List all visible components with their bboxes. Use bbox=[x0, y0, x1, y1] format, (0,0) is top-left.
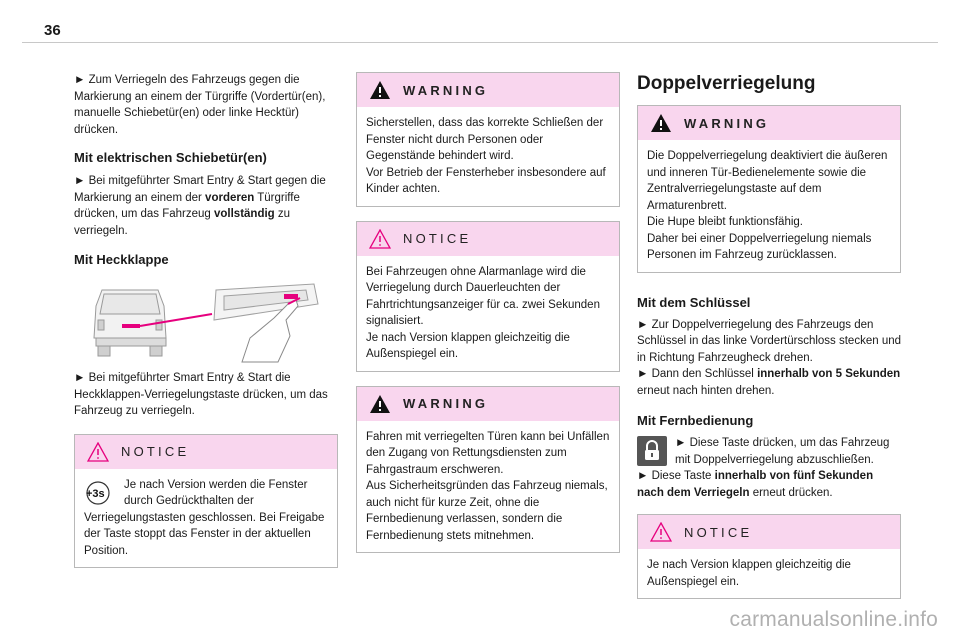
remote-text-2: ► Diese Taste innerhalb von fünf Sekunden nach dem Verriegeln erneut drücken. bbox=[637, 470, 874, 499]
notice-triangle-icon bbox=[87, 442, 109, 462]
warning-header bbox=[357, 387, 619, 421]
tailgate-text: ► Bei mitgeführter Smart Entry & Start die Heckklappen-Verriegelungstaste drücken, um das Fahrzeug zu verriegeln. bbox=[74, 372, 328, 417]
warning-text-line: Sicherstellen, dass das korrekte Schließen der Fenster nicht durch Personen oder Gegenstände behindert wird. bbox=[366, 117, 604, 162]
plus-3s-icon-label: +3s bbox=[86, 487, 105, 500]
warning-text-line: Vor Betrieb der Fensterheber insbesondere auf Kinder achten. bbox=[366, 166, 606, 195]
notice-header bbox=[357, 222, 619, 256]
header-rule bbox=[22, 42, 938, 43]
notice-triangle-icon bbox=[650, 522, 672, 542]
column-left bbox=[74, 72, 338, 568]
warning-label: WARNING bbox=[403, 82, 489, 98]
notice-label: NOTICE bbox=[121, 444, 190, 459]
column-middle bbox=[356, 72, 620, 553]
van-rear-button-illustration bbox=[74, 276, 338, 364]
lock-button-icon bbox=[637, 436, 667, 466]
remote-text-1: ► Diese Taste drücken, um das Fahrzeug mit Doppelverriegelung abzuschließen. bbox=[675, 437, 890, 466]
sliding-doors-text: ► Bei mitgeführter Smart Entry & Start gegen die Markierung an einem der vorderen Türgriffe drücken, um das Fahrzeug vollständig zu verriegeln. bbox=[74, 175, 326, 237]
notice-mirrors-text: Je nach Version klappen gleichzeitig die Außenspiegel ein. bbox=[647, 559, 851, 588]
warning-label: WARNING bbox=[403, 396, 489, 411]
warning-triangle-icon bbox=[369, 80, 391, 100]
section-title-deadlocking: Doppelverriegelung bbox=[637, 73, 816, 94]
key-text-1: ► Zur Doppelverriegelung des Fahrzeugs den Schlüssel in das linke Vordertürschloss stecken und in Richtung Fahrzeugheck drehen. bbox=[637, 318, 902, 364]
column-right bbox=[637, 72, 901, 599]
notice-windows-text: Je nach Version werden die Fenster durch Gedrückthalten der Verriegelungstasten geschlossen. Bei Freigabe der Taste stoppt das Fenster in der aktuellen Position. bbox=[84, 478, 325, 557]
notice-box-mirrors bbox=[637, 514, 901, 599]
warning-triangle-icon bbox=[650, 113, 672, 133]
notice-box-windows bbox=[74, 434, 338, 569]
warning-body bbox=[357, 107, 619, 206]
warning-box-deadlocking bbox=[637, 105, 901, 273]
notice-header bbox=[75, 435, 337, 469]
warning-text-line: Die Doppelverriegelung deaktiviert die äußeren und inneren Tür-Bedienelemente sowie die Zentralverriegelungstaste auf dem Armaturenbrett. bbox=[647, 150, 888, 212]
remote-instructions bbox=[637, 435, 901, 501]
notice-text-line: Je nach Version klappen gleichzeitig die Außenspiegel ein. bbox=[366, 331, 570, 360]
warning-body bbox=[357, 421, 619, 553]
heading-sliding-doors: Mit elektrischen Schiebetür(en) bbox=[74, 150, 267, 165]
warning-triangle-icon bbox=[369, 394, 391, 414]
lock-intro-text: ► Zum Verriegeln des Fahrzeugs gegen die Markierung an einem der Türgriffe (Vordertür(en), manuelle Schiebetür(en) oder linke Hecktür) drücken. bbox=[74, 74, 326, 136]
warning-label: WARNING bbox=[684, 115, 770, 131]
notice-label: NOTICE bbox=[403, 231, 472, 246]
warning-text-line: Daher bei einer Doppelverriegelung niemals Personen im Fahrzeug zurücklassen. bbox=[647, 232, 872, 261]
notice-header bbox=[638, 515, 900, 549]
key-text-2: ► Dann den Schlüssel innerhalb von 5 Sekunden erneut nach hinten drehen. bbox=[637, 368, 901, 397]
watermark: carmanualsonline.info bbox=[729, 608, 938, 631]
notice-text-line: Bei Fahrzeugen ohne Alarmanlage wird die Verriegelung durch Dauerleuchten der Fahrtrichtungsanzeiger für ca. zwei Sekunden signalisiert. bbox=[366, 265, 600, 327]
page-number: 36 bbox=[44, 22, 61, 39]
notice-body bbox=[75, 469, 337, 568]
warning-text-line: Aus Sicherheitsgründen das Fahrzeug niemals, auch nicht für kurze Zeit, ohne die Fernbedienung verlassen, sondern die Fernbedienung stets mitnehmen. bbox=[366, 480, 608, 542]
notice-triangle-icon bbox=[369, 229, 391, 249]
warning-text-line: Die Hupe bleibt funktionsfähig. bbox=[647, 216, 803, 228]
plus-3s-icon bbox=[84, 479, 118, 509]
tailgate-illustration bbox=[74, 276, 338, 364]
warning-box-windows bbox=[356, 72, 620, 207]
warning-box-locked-doors bbox=[356, 386, 620, 554]
notice-body bbox=[638, 549, 900, 598]
notice-label: NOTICE bbox=[684, 524, 753, 540]
warning-body bbox=[638, 140, 900, 272]
heading-with-remote: Mit Fernbedienung bbox=[637, 413, 754, 428]
heading-tailgate: Mit Heckklappe bbox=[74, 252, 169, 267]
warning-header bbox=[638, 106, 900, 140]
notice-box-signal bbox=[356, 221, 620, 372]
warning-header bbox=[357, 73, 619, 107]
notice-body bbox=[357, 256, 619, 371]
warning-text-line: Fahren mit verriegelten Türen kann bei Unfällen den Zugang von Rettungsdiensten zum Fahrgastraum erschweren. bbox=[366, 430, 610, 476]
heading-with-key: Mit dem Schlüssel bbox=[637, 294, 751, 310]
